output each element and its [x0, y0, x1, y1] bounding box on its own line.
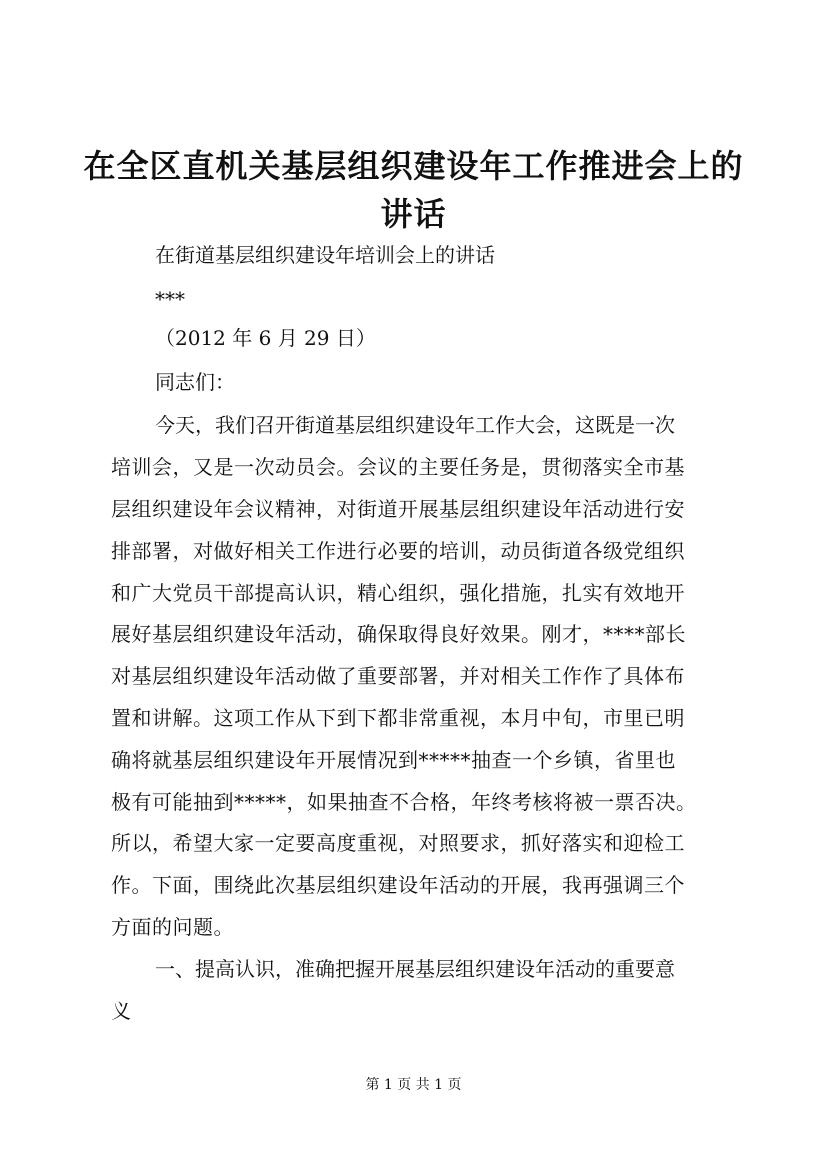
section-heading-line-2: 义: [111, 999, 132, 1023]
section-heading-line-1: 一、提高认识，准确把握开展基层组织建设年活动的重要意: [155, 957, 675, 981]
paragraph-line: 作。下面，围绕此次基层组织建设年活动的开展，我再强调三个: [111, 873, 685, 897]
paragraph-line: 所以，希望大家一定要高度重视，对照要求，抓好落实和迎检工: [111, 831, 685, 855]
paragraph-line: 今天，我们召开街道基层组织建设年工作大会，这既是一次: [155, 413, 675, 437]
author: ***: [155, 287, 185, 311]
paragraph-line: 培训会，又是一次动员会。会议的主要任务是，贯彻落实全市基: [111, 455, 685, 479]
paragraph-line: 展好基层组织建设年活动，确保取得良好效果。刚才，****部长: [111, 622, 686, 646]
paragraph-line: 极有可能抽到*****，如果抽查不合格，年终考核将被一票否决。: [111, 790, 697, 814]
paragraph-line: 对基层组织建设年活动做了重要部署，并对相关工作作了具体布: [111, 664, 685, 688]
page-footer: 第 1 页 共 1 页: [365, 1077, 462, 1093]
document-title-line-2: 讲话: [380, 195, 447, 233]
paragraph-line: 确将就基层组织建设年开展情况到*****抽查一个乡镇，省里也: [111, 748, 676, 772]
paragraph-line: 层组织建设年会议精神，对街道开展基层组织建设年活动进行安: [111, 497, 685, 521]
paragraph-line: 排部署，对做好相关工作进行必要的培训，动员街道各级党组织: [111, 539, 685, 563]
document-title-line-1: 在全区直机关基层组织建设年工作推进会上的: [83, 147, 744, 185]
speech-date: （2012 年 6 月 29 日）: [155, 326, 376, 350]
paragraph-line: 置和讲解。这项工作从下到下都非常重视，本月中旬，市里已明: [111, 706, 685, 730]
subtitle: 在街道基层组织建设年培训会上的讲话: [155, 243, 495, 267]
paragraph-line: 方面的问题。: [111, 915, 234, 939]
salutation: 同志们：: [155, 370, 235, 394]
paragraph-line: 和广大党员干部提高认识，精心组织，强化措施，扎实有效地开: [111, 581, 685, 605]
